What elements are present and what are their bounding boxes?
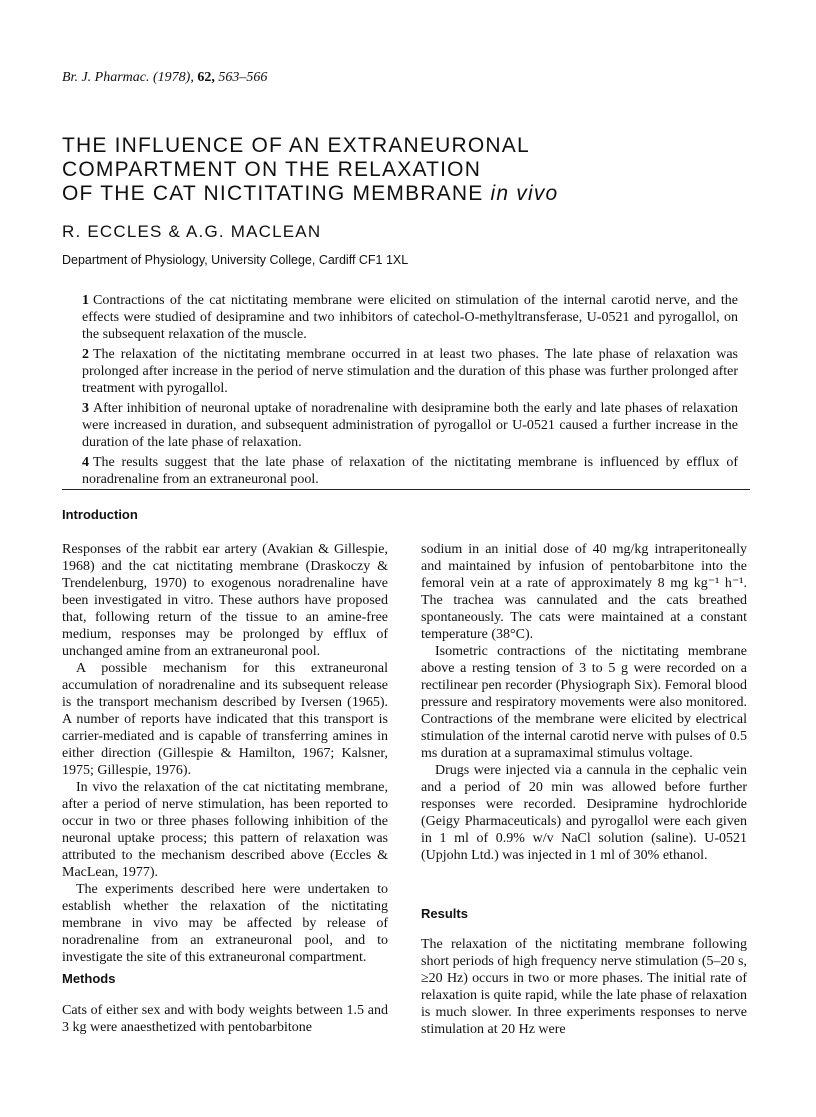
introduction-heading: Introduction <box>62 507 138 522</box>
journal-volume: 62, <box>197 70 215 85</box>
paragraph: In vivo the relaxation of the cat nictitating membrane, after a period of nerve stimulation, has been reported to occur in two or three phases following inhibition of the neuronal uptake process; this pattern of relaxation was attributed to the mechanism described above (Eccles & MacLean, 1977). <box>62 780 388 880</box>
abstract-item-text: Contractions of the cat nictitating membrane were elicited on stimulation of the internal carotid nerve, and the effects were studied of desipramine and two inhibitors of catechol-O-methyltransferase, U-0521 and pyrogallol, on the subsequent relaxation of the muscle. <box>82 293 738 342</box>
paragraph: The relaxation of the nictitating membrane following short periods of high frequency nerve stimulation (5–20 s, ≥20 Hz) occurs in two or more phases. The initial rate of relaxation is quite rapid, while the late phase of relaxation is much slower. In three experiments responses to nerve stimulation at 20 Hz were <box>421 937 747 1037</box>
abstract-item-number: 4 <box>82 455 89 470</box>
title-line-3-main: OF THE CAT NICTITATING MEMBRANE <box>62 182 484 205</box>
introduction-body <box>62 541 388 966</box>
abstract-item <box>82 454 738 488</box>
section-divider <box>62 489 750 490</box>
journal-year: (1978), <box>153 70 194 85</box>
abstract-item-number: 3 <box>82 401 89 416</box>
abstract <box>82 292 738 491</box>
affiliation: Department of Physiology, University College, Cardiff CF1 1XL <box>62 253 409 267</box>
results-heading: Results <box>421 906 468 921</box>
abstract-item-number: 1 <box>82 293 89 308</box>
paragraph: A possible mechanism for this extraneuronal accumulation of noradrenaline and its subsequent release is the transport mechanism described by Iversen (1965). A number of reports have indicated that this transport is carrier-mediated and is capable of transferring amines in either direction (Gillespie & Hamilton, 1967; Kalsner, 1975; Gillespie, 1976). <box>62 661 388 778</box>
methods-heading: Methods <box>62 971 116 986</box>
abstract-item <box>82 400 738 451</box>
abstract-item-text: The relaxation of the nictitating membrane occurred in at least two phases. The late phase of relaxation was prolonged after increase in the period of nerve stimulation and the duration of this phase was further prolonged after treatment with pyrogallol. <box>82 347 738 396</box>
journal-pages: 563–566 <box>218 70 268 85</box>
paragraph: Cats of either sex and with body weights between 1.5 and 3 kg were anaesthetized with pentobarbitone <box>62 1003 388 1035</box>
title-line-3-italic: in vivo <box>490 182 559 205</box>
paragraph: Drugs were injected via a cannula in the cephalic vein and a period of 20 min was allowed before further responses were recorded. Desipramine hydrochloride (Geigy Pharmaceuticals) and pyrogallol were each given in 1 ml of 0.9% w/v NaCl solution (saline). U-0521 (Upjohn Ltd.) was injected in 1 ml of 30% ethanol. <box>421 763 747 863</box>
paragraph: The experiments described here were undertaken to establish whether the relaxation of the nictitating membrane in vivo may be affected by release of noradrenaline from an extraneuronal pool, and to investigate the site of this extraneuronal compartment. <box>62 882 388 965</box>
journal-citation <box>62 70 267 86</box>
methods-body-continued <box>421 541 747 864</box>
methods-body <box>62 1002 388 1036</box>
abstract-item-number: 2 <box>82 347 89 362</box>
title-line-3 <box>62 182 762 206</box>
title-line-1: THE INFLUENCE OF AN EXTRANEURONAL <box>62 134 530 157</box>
paragraph: Responses of the rabbit ear artery (Avakian & Gillespie, 1968) and the cat nictitating membrane (Draskoczy & Trendelenburg, 1970) to exogenous noradrenaline have been investigated in vitro. These authors have proposed that, following return of the tissue to an amine-free medium, responses may be prolonged by efflux of unchanged amine from an extraneuronal pool. <box>62 542 388 659</box>
paragraph: Isometric contractions of the nictitating membrane above a resting tension of 3 to 5 g were recorded on a rectilinear pen recorder (Physiograph Six). Femoral blood pressure and respiratory movements were also monitored. Contractions of the membrane were elicited by electrical stimulation of the internal carotid nerve with pulses of 0.5 ms duration at a supramaximal stimulus voltage. <box>421 644 747 761</box>
abstract-item-text: The results suggest that the late phase of relaxation of the nictitating membrane is influenced by efflux of noradrenaline from an extraneuronal pool. <box>82 455 738 487</box>
abstract-item-text: After inhibition of neuronal uptake of noradrenaline with desipramine both the early and late phases of relaxation were increased in duration, and subsequent administration of pyrogallol or U-0521 caused a further increase in the duration of the late phase of relaxation. <box>82 401 738 450</box>
journal-name: Br. J. Pharmac. <box>62 70 150 85</box>
abstract-item <box>82 292 738 343</box>
paragraph: sodium in an initial dose of 40 mg/kg intraperitoneally and maintained by infusion of pentobarbitone into the femoral vein at a rate of approximately 8 mg kg⁻¹ h⁻¹. The trachea was cannulated and the cats breathed spontaneously. The cats were maintained at a constant temperature (38°C). <box>421 542 747 642</box>
article-title <box>62 134 762 206</box>
abstract-item <box>82 346 738 397</box>
title-line-2: COMPARTMENT ON THE RELAXATION <box>62 158 482 181</box>
results-body <box>421 936 747 1038</box>
authors: R. ECCLES & A.G. MACLEAN <box>62 222 322 241</box>
